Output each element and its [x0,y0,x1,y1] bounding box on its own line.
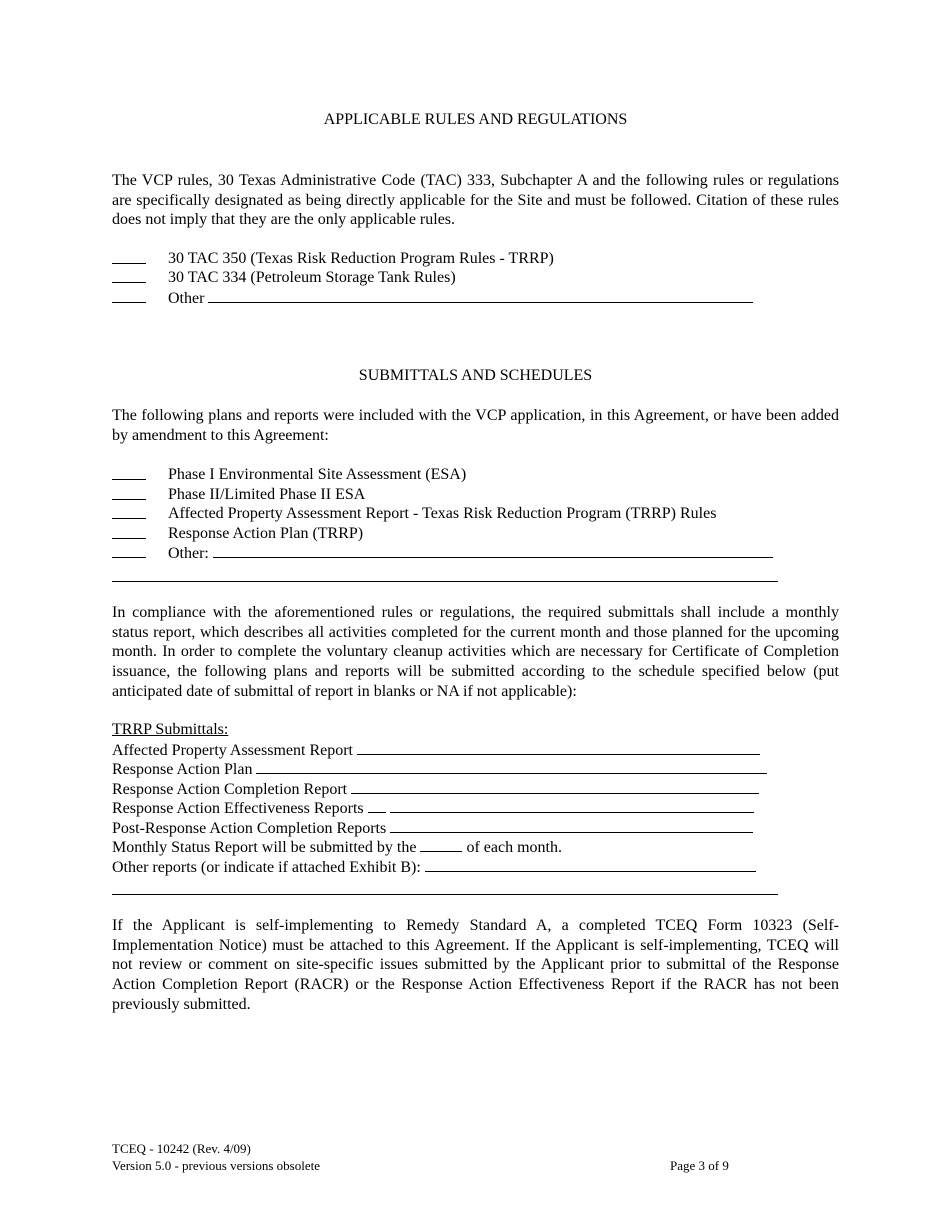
submittal-item-label: Affected Property Assessment Report - Texas Risk Reduction Program (TRRP) Rules [168,505,717,522]
checkbox-blank[interactable] [112,485,146,500]
trrp-row-post [112,818,753,838]
submittal-item-label: Response Action Plan (TRRP) [168,525,364,542]
submittal-item-other [112,543,209,563]
checkbox-blank[interactable] [112,504,146,519]
rule-item-pst [112,268,456,288]
trrp-row-apar [112,740,760,760]
checkbox-blank[interactable] [112,288,146,303]
trrp-row-label: Post-Response Action Completion Reports [112,820,387,837]
trrp-row-monthly [112,837,562,857]
trrp-row-rap [112,759,767,779]
submittal-item-label: Phase II/Limited Phase II ESA [168,486,366,503]
apar-date-field[interactable] [357,740,760,755]
other-submittal-field[interactable] [213,543,773,558]
other-label: Other: [168,545,209,562]
other-reports-field[interactable] [425,857,756,872]
submittal-item-phase1 [112,465,467,485]
rule-item-label [168,288,753,309]
other-reports-continuation-line[interactable] [112,894,778,895]
checkbox-blank[interactable] [112,465,146,480]
compliance-paragraph: In compliance with the aforementioned rules or regulations, the required submittals shall include a monthly status report, which describes all activities completed for the current month and those planned for the upcoming month. In order to complete the voluntary cleanup activities which are necessary for Certificate of Completion issuance, the following plans and reports will be submitted according to the schedule specified below (put anticipated date of submittal of report in blanks or NA if not applicable): [112,604,839,700]
checkbox-blank[interactable] [112,524,146,539]
trrp-row-other [112,857,756,877]
submittal-item-label: Phase I Environmental Site Assessment (ESA) [168,466,467,483]
submittal-item-phase2 [112,485,366,505]
footer-version: Version 5.0 - previous versions obsolete [112,1158,320,1173]
rule-item-trrp [112,249,554,269]
racr-date-field[interactable] [351,779,759,794]
checkbox-blank[interactable] [112,268,146,283]
trrp-row-raer [112,798,754,818]
other-submittal-continuation-line[interactable] [112,581,778,582]
trrp-row-label: Response Action Effectiveness Reports [112,800,364,817]
trrp-row-label-suffix: of each month. [466,839,562,856]
trrp-row-label: Monthly Status Report will be submitted by the [112,839,417,856]
raer-date-field[interactable] [390,798,754,813]
trrp-submittals-heading: TRRP Submittals: [112,721,229,738]
footer-page-number: Page 3 of 9 [670,1158,729,1173]
rule-item-label: 30 TAC 350 (Texas Risk Reduction Program Rules - TRRP) [168,250,554,267]
section-title-submittals: SUBMITTALS AND SCHEDULES [358,367,593,384]
checkbox-blank[interactable] [112,543,146,558]
self-implementation-paragraph: If the Applicant is self-implementing to Remedy Standard A, a completed TCEQ Form 10323 (Self-Implementation Notice) must be attached to this Agreement. If the Applicant is self-implementing, TCEQ will not review or comment on site-specific issues submitted by the Applicant prior to submittal of the Response Action Completion Report (RACR) or the Response Action Effectiveness Report if the RACR has not been previously submitted. [112,917,839,1013]
trrp-row-racr [112,779,759,799]
rule-item-other [112,288,205,308]
other-label: Other [168,290,205,307]
submittals-intro-paragraph: The following plans and reports were included with the VCP application, in this Agreement, or have been added by amendment to this Agreement: [112,407,839,444]
other-rules-field[interactable] [208,288,753,303]
post-date-field[interactable] [390,818,753,833]
trrp-row-label: Affected Property Assessment Report [112,742,353,759]
trrp-row-label: Response Action Plan [112,761,253,778]
monthly-day-field[interactable] [420,837,462,852]
raer-short-field[interactable] [368,798,386,813]
rule-item-label: 30 TAC 334 (Petroleum Storage Tank Rules) [168,269,456,286]
footer-form-number: TCEQ - 10242 (Rev. 4/09) [112,1141,251,1156]
rules-intro-paragraph: The VCP rules, 30 Texas Administrative Code (TAC) 333, Subchapter A and the following rules or regulations are specifically designated as being directly applicable for the Site and must be followed. Citation of these rules does not imply that they are the only applicable rules. [112,172,839,229]
submittal-item-rap [112,524,364,544]
section-title-rules: APPLICABLE RULES AND REGULATIONS [323,111,628,128]
submittal-item-label [168,543,773,564]
rap-date-field[interactable] [256,759,767,774]
checkbox-blank[interactable] [112,249,146,264]
trrp-row-label: Response Action Completion Report [112,781,348,798]
submittal-item-apar [112,504,717,524]
trrp-row-label: Other reports (or indicate if attached Exhibit B): [112,859,421,876]
